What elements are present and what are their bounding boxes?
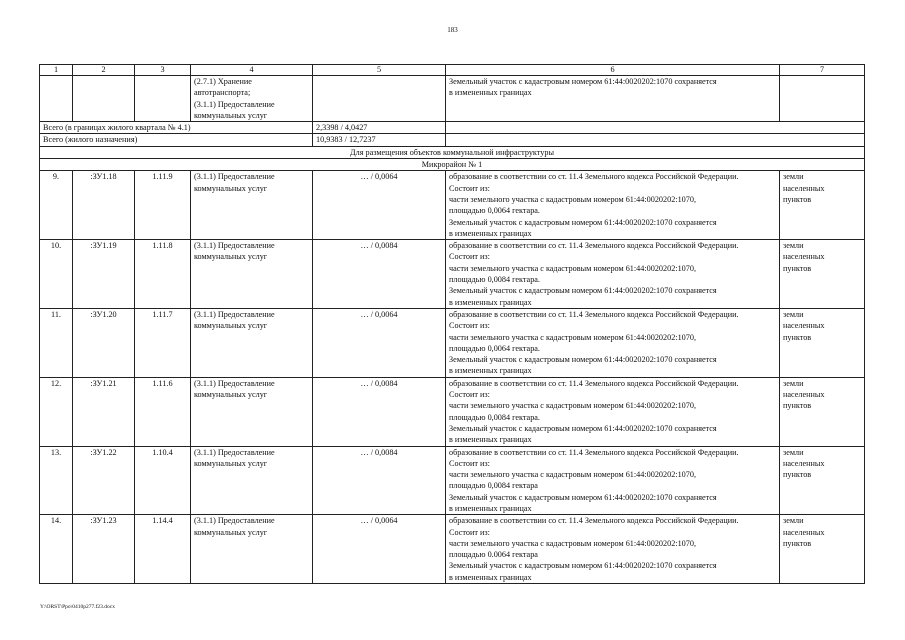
cell-category bbox=[780, 171, 865, 240]
cell-number: 12. bbox=[40, 377, 73, 446]
cell-code: :ЗУ1.19 bbox=[73, 240, 135, 309]
cell-use bbox=[191, 240, 313, 309]
category-line: населенных bbox=[783, 390, 825, 400]
cell-number bbox=[40, 76, 73, 122]
cell-number: 9. bbox=[40, 171, 73, 240]
total-quarter-row bbox=[40, 122, 865, 134]
use-line: (3.1.1) Предоставление bbox=[194, 447, 275, 457]
description-line: образование в соответствии со ст. 11.4 Земельного кодекса Российской Федерации. bbox=[449, 516, 739, 526]
cell-area: … / 0,0084 bbox=[313, 446, 446, 515]
cell-description bbox=[446, 515, 780, 584]
use-line: коммунальных услуг bbox=[194, 183, 268, 193]
description-line: площадью 0,0064 гектара. bbox=[449, 343, 540, 353]
cell-category bbox=[780, 515, 865, 584]
cell-code: :ЗУ1.20 bbox=[73, 308, 135, 377]
cell-code: :ЗУ1.21 bbox=[73, 377, 135, 446]
category-line: населенных bbox=[783, 252, 825, 262]
subsection-row bbox=[40, 159, 865, 171]
description-line: Земельный участок с кадастровым номером 61:44:0020202:1070 сохраняется bbox=[449, 561, 717, 571]
cell-category bbox=[780, 308, 865, 377]
subsection-title: Микрорайон № 1 bbox=[40, 159, 865, 171]
use-line: автотранспорта; bbox=[194, 88, 251, 98]
description-line: образование в соответствии со ст. 11.4 Земельного кодекса Российской Федерации. bbox=[449, 378, 739, 388]
category-line: пунктов bbox=[783, 538, 812, 548]
header-cell: 5 bbox=[313, 65, 446, 76]
use-line: (3.1.1) Предоставление bbox=[194, 99, 275, 109]
description-line: площадью 0,0084 гектара bbox=[449, 481, 538, 491]
description-line: в измененных границах bbox=[449, 366, 532, 376]
cell-use bbox=[191, 308, 313, 377]
description-line: части земельного участка с кадастровым номером 61:44:0020202:1070, bbox=[449, 332, 696, 342]
description-line: Земельный участок с кадастровым номером 61:44:0020202:1070 сохраняется bbox=[449, 355, 717, 365]
description-line: в измененных границах bbox=[449, 228, 532, 238]
category-line: пунктов bbox=[783, 263, 812, 273]
section-row bbox=[40, 146, 865, 158]
cell-code: :ЗУ1.23 bbox=[73, 515, 135, 584]
description-line: Состоит из: bbox=[449, 252, 490, 262]
footer-file-path: Y:\ORST\Ppo\0410p277.f23.docx bbox=[40, 604, 115, 610]
empty-cell bbox=[446, 134, 865, 146]
category-line: пунктов bbox=[783, 401, 812, 411]
cell-ref: 1.11.8 bbox=[135, 240, 191, 309]
description-line: Земельный участок с кадастровым номером 61:44:0020202:1070 сохраняется bbox=[449, 77, 717, 86]
category-line: пунктов bbox=[783, 470, 812, 480]
table-row bbox=[40, 446, 865, 515]
header-cell: 3 bbox=[135, 65, 191, 76]
category-line: населенных bbox=[783, 183, 825, 193]
category-line: населенных bbox=[783, 527, 825, 537]
cell-area: … / 0,0064 bbox=[313, 515, 446, 584]
cell-area bbox=[313, 76, 446, 122]
use-line: коммунальных услуг bbox=[194, 321, 268, 331]
description-line: в измененных границах bbox=[449, 572, 532, 582]
description-line: в измененных границах bbox=[449, 297, 532, 307]
use-line: (3.1.1) Предоставление bbox=[194, 241, 275, 251]
category-line: земли bbox=[783, 447, 804, 457]
cell-use bbox=[191, 171, 313, 240]
description-line: в измененных границах bbox=[449, 88, 532, 98]
category-line: пунктов bbox=[783, 332, 812, 342]
description-line: образование в соответствии со ст. 11.4 Земельного кодекса Российской Федерации. bbox=[449, 172, 739, 182]
use-line: (3.1.1) Предоставление bbox=[194, 516, 275, 526]
cell-code bbox=[73, 76, 135, 122]
use-line: (2.7.1) Хранение bbox=[194, 77, 252, 86]
use-line: (3.1.1) Предоставление bbox=[194, 172, 275, 182]
section-title: Для размещения объектов коммунальной инфраструктуры bbox=[40, 146, 865, 158]
cell-number: 14. bbox=[40, 515, 73, 584]
description-line: части земельного участка с кадастровым номером 61:44:0020202:1070, bbox=[449, 401, 696, 411]
total-residential-value: 10,9383 / 12,7237 bbox=[313, 134, 446, 146]
description-line: в измененных границах bbox=[449, 435, 532, 445]
cell-description bbox=[446, 171, 780, 240]
category-line: земли bbox=[783, 378, 804, 388]
description-line: части земельного участка с кадастровым номером 61:44:0020202:1070, bbox=[449, 470, 696, 480]
cell-code: :ЗУ1.18 bbox=[73, 171, 135, 240]
cell-description bbox=[446, 76, 780, 122]
header-cell: 4 bbox=[191, 65, 313, 76]
cell-use bbox=[191, 446, 313, 515]
cell-area: … / 0,0084 bbox=[313, 240, 446, 309]
total-quarter-value: 2,3398 / 4,0427 bbox=[313, 122, 446, 134]
description-line: Состоит из: bbox=[449, 183, 490, 193]
table-row bbox=[40, 240, 865, 309]
cell-ref bbox=[135, 76, 191, 122]
cell-area: … / 0,0064 bbox=[313, 171, 446, 240]
cell-category bbox=[780, 446, 865, 515]
page-number: 183 bbox=[447, 26, 458, 34]
category-line: пунктов bbox=[783, 194, 812, 204]
table-row bbox=[40, 308, 865, 377]
cell-number: 11. bbox=[40, 308, 73, 377]
description-line: Состоит из: bbox=[449, 321, 490, 331]
cell-ref: 1.10.4 bbox=[135, 446, 191, 515]
table-row bbox=[40, 171, 865, 240]
use-line: коммунальных услуг bbox=[194, 390, 268, 400]
table-row bbox=[40, 377, 865, 446]
cell-code: :ЗУ1.22 bbox=[73, 446, 135, 515]
cell-use bbox=[191, 76, 313, 122]
table-row bbox=[40, 515, 865, 584]
category-line: земли bbox=[783, 241, 804, 251]
description-line: Земельный участок с кадастровым номером 61:44:0020202:1070 сохраняется bbox=[449, 217, 717, 227]
empty-cell bbox=[446, 122, 865, 134]
description-line: Состоит из: bbox=[449, 458, 490, 468]
cell-ref: 1.14.4 bbox=[135, 515, 191, 584]
description-line: площадью 0,0084 гектара. bbox=[449, 275, 540, 285]
cell-number: 13. bbox=[40, 446, 73, 515]
description-line: Земельный участок с кадастровым номером 61:44:0020202:1070 сохраняется bbox=[449, 423, 717, 433]
cell-description bbox=[446, 240, 780, 309]
description-line: части земельного участка с кадастровым номером 61:44:0020202:1070, bbox=[449, 263, 696, 273]
use-line: коммунальных услуг bbox=[194, 458, 268, 468]
cell-number: 10. bbox=[40, 240, 73, 309]
cell-use bbox=[191, 515, 313, 584]
category-line: земли bbox=[783, 516, 804, 526]
cell-description bbox=[446, 308, 780, 377]
cell-ref: 1.11.9 bbox=[135, 171, 191, 240]
description-line: площадью 0,0084 гектара. bbox=[449, 412, 540, 422]
description-line: Земельный участок с кадастровым номером 61:44:0020202:1070 сохраняется bbox=[449, 492, 717, 502]
use-line: коммунальных услуг bbox=[194, 527, 268, 537]
cell-category bbox=[780, 76, 865, 122]
cell-category bbox=[780, 240, 865, 309]
header-cell: 7 bbox=[780, 65, 865, 76]
total-quarter-label: Всего (в границах жилого квартала № 4.1) bbox=[40, 122, 313, 134]
total-residential-label: Всего (жилого назначения) bbox=[40, 134, 313, 146]
description-line: в измененных границах bbox=[449, 503, 532, 513]
header-cell: 2 bbox=[73, 65, 135, 76]
cell-area: … / 0,0064 bbox=[313, 308, 446, 377]
description-line: части земельного участка с кадастровым номером 61:44:0020202:1070, bbox=[449, 194, 696, 204]
use-line: (3.1.1) Предоставление bbox=[194, 378, 275, 388]
category-line: земли bbox=[783, 309, 804, 319]
category-line: земли bbox=[783, 172, 804, 182]
header-cell: 6 bbox=[446, 65, 780, 76]
use-line: коммунальных услуг bbox=[194, 252, 268, 262]
land-plots-table bbox=[39, 64, 865, 584]
description-line: Состоит из: bbox=[449, 390, 490, 400]
category-line: населенных bbox=[783, 321, 825, 331]
description-line: Состоит из: bbox=[449, 527, 490, 537]
use-line: коммунальных услуг bbox=[194, 110, 268, 120]
description-line: части земельного участка с кадастровым номером 61:44:0020202:1070, bbox=[449, 538, 696, 548]
cell-category bbox=[780, 377, 865, 446]
cell-ref: 1.11.6 bbox=[135, 377, 191, 446]
category-line: населенных bbox=[783, 458, 825, 468]
total-residential-row bbox=[40, 134, 865, 146]
use-line: (3.1.1) Предоставление bbox=[194, 309, 275, 319]
description-line: образование в соответствии со ст. 11.4 Земельного кодекса Российской Федерации. bbox=[449, 447, 739, 457]
cell-area: … / 0,0084 bbox=[313, 377, 446, 446]
header-row bbox=[40, 65, 865, 76]
cell-use bbox=[191, 377, 313, 446]
cell-ref: 1.11.7 bbox=[135, 308, 191, 377]
description-line: Земельный участок с кадастровым номером 61:44:0020202:1070 сохраняется bbox=[449, 286, 717, 296]
header-cell: 1 bbox=[40, 65, 73, 76]
description-line: образование в соответствии со ст. 11.4 Земельного кодекса Российской Федерации. bbox=[449, 241, 739, 251]
continuation-row bbox=[40, 76, 865, 122]
description-line: образование в соответствии со ст. 11.4 Земельного кодекса Российской Федерации. bbox=[449, 309, 739, 319]
description-line: площадью 0.0064 гектара bbox=[449, 550, 538, 560]
description-line: площадью 0,0064 гектара. bbox=[449, 206, 540, 216]
cell-description bbox=[446, 446, 780, 515]
cell-description bbox=[446, 377, 780, 446]
